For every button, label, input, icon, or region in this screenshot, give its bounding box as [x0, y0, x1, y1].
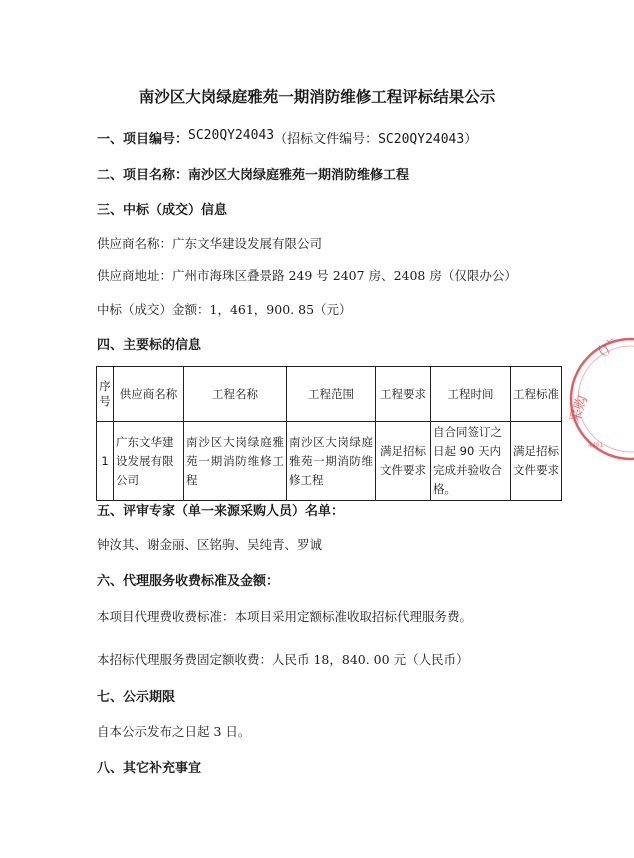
section-project-number: [97, 128, 477, 147]
project-number: SC20QY24043: [188, 128, 275, 143]
publicity-period-text: 自本公示发布之日起 3 日。: [97, 724, 251, 739]
svg-text:4401: 4401: [588, 442, 604, 449]
cell-supplier: 广东文华建设发展有限公司: [114, 422, 184, 501]
tender-doc-number: （招标文件编号：SC20QY24043）: [274, 132, 478, 147]
page-title: 南沙区大岗绿庭雅苑一期消防维修工程评标结果公示: [138, 88, 496, 106]
svg-text:采购: 采购: [566, 393, 592, 426]
expert-list: 钟汝其、谢金丽、区铭驹、吴纯青、罗诚: [97, 537, 323, 552]
table-row: [97, 422, 562, 501]
section-heading-other-matters: 八、其它补充事宜: [97, 761, 202, 776]
col-header: 工程范围: [287, 367, 376, 422]
section-heading-experts: 五、评审专家（单一来源采购人员）名单：: [97, 504, 345, 519]
section-heading: 二、项目名称：: [97, 168, 189, 183]
section-heading-main-subject: 四、主要标的信息: [97, 338, 202, 353]
section-project-name: [97, 164, 409, 183]
official-seal-stamp: [566, 334, 634, 464]
col-header: 序号: [97, 367, 114, 422]
project-name: 南沙区大岗绿庭雅苑一期消防维修工程: [188, 168, 410, 183]
cell-project-scope: 南沙区大岗绿庭雅苑一期消防维修工程: [287, 422, 376, 501]
col-header: 供应商名称: [114, 367, 184, 422]
section-heading-publicity-period: 七、公示期限: [97, 690, 176, 705]
section-heading-award: 三、中标（成交）信息: [97, 203, 228, 218]
cell-project-name: 南沙区大岗绿庭雅苑一期消防维修工程: [184, 422, 287, 501]
section-heading: 一、项目编号：: [97, 132, 189, 147]
fee-standard: 本项目代理费收费标准：本项目采用定额标准收取招标代理服务费。: [97, 609, 473, 624]
section-heading-agency-fee: 六、代理服务收费标准及金额：: [97, 574, 280, 589]
svg-text:（广: （广: [589, 336, 622, 366]
cell-standard: 满足招标文件要求: [511, 422, 562, 501]
cell-index: 1: [97, 422, 114, 501]
table-header-row: [97, 367, 562, 422]
supplier-address: 供应商地址：广州市海珠区叠景路 249 号 2407 房、2408 房（仅限办公）: [97, 268, 517, 283]
col-header: 工程要求: [376, 367, 431, 422]
col-header: 工程标准: [511, 367, 562, 422]
cell-requirement: 满足招标文件要求: [376, 422, 431, 501]
award-amount: 中标（成交）金额：1，461，900. 85（元）: [97, 302, 352, 317]
fee-amount: 本招标代理服务费固定额收费：人民币 18，840. 00 元（人民币）: [97, 652, 469, 667]
col-header: 工程名称: [184, 367, 287, 422]
col-header: 工程时间: [431, 367, 511, 422]
supplier-name: 供应商名称：广东文华建设发展有限公司: [97, 236, 323, 251]
main-subject-table: [96, 366, 562, 501]
cell-duration: 自合同签订之日起 90 天内完成并验收合格。: [431, 422, 511, 501]
